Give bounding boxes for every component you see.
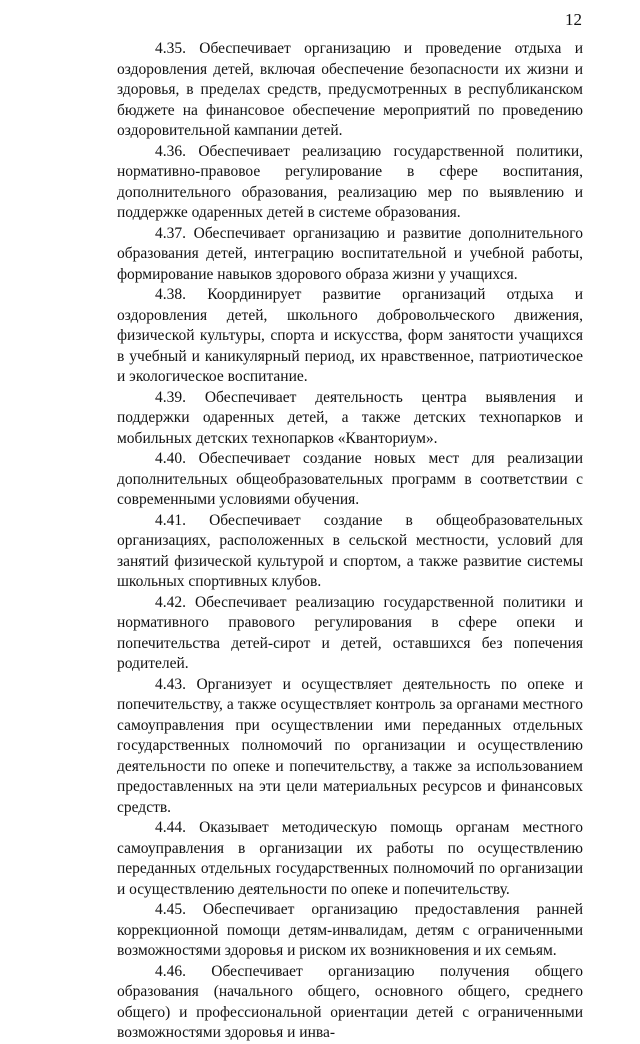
page-number: 12	[565, 10, 582, 29]
paragraph-4-35: 4.35. Обеспечивает организацию и проведение отдыха и оздоровления детей, включая обеспечение безопасности их жизни и здоровья, в пределах средств, предусмотренных в республиканском бюджете на финансовое обеспечение мероприятий по проведению оздоровительной кампании детей.	[117, 40, 583, 139]
paragraph-4-39: 4.39. Обеспечивает деятельность центра выявления и поддержки одаренных детей, а также детских технопарков и мобильных детских технопарков «Кванториум».	[117, 388, 583, 447]
paragraph-4-42: 4.42. Обеспечивает реализацию государственной политики и нормативного правового регулирования в сфере опеки и попечительства детей-сирот и детей, оставшихся без попечения родителей.	[117, 593, 583, 672]
paragraph-4-45: 4.45. Обеспечивает организацию предоставления ранней коррекционной помощи детям-инвалидам, детям с ограниченными возможностями здоровья и риском их возникновения и их семьям.	[117, 901, 583, 959]
paragraph-4-44: 4.44. Оказывает методическую помощь органам местного самоуправления в организации их работы по осуществлению переданных отдельных государственных полномочий по организации и осуществлению деятельности по опеке и попечительству.	[117, 819, 583, 898]
document-body	[117, 39, 583, 1044]
paragraph-4-43: 4.43. Организует и осуществляет деятельность по опеке и попечительству, а также осуществляет контроль за органами местного самоуправления при осуществлении ими переданных отдельных государственных полномочий по организации и осуществлению деятельности по опеке и попечительству, а также за использованием предоставленных на эти цели материальных ресурсов и финансовых средств.	[117, 675, 583, 816]
paragraph-4-41: 4.41. Обеспечивает создание в общеобразовательных организациях, расположенных в сельской местности, условий для занятий физической культурой и спортом, а также развитие системы школьных спортивных клубов.	[117, 511, 583, 590]
paragraph-4-40: 4.40. Обеспечивает создание новых мест для реализации дополнительных общеобразовательных программ в соответствии с современными условиями обучения.	[117, 450, 583, 508]
paragraph-4-37: 4.37. Обеспечивает организацию и развитие дополнительного образования детей, интеграцию воспитательной и учебной работы, формирование навыков здорового образа жизни у учащихся.	[117, 224, 583, 283]
paragraph-4-46: 4.46. Обеспечивает организацию получения общего образования (начального общего, основного общего, среднего общего) и профессиональной ориентации детей с ограниченными возможностями здоровья и инва-	[117, 962, 583, 1041]
paragraph-4-38: 4.38. Координирует развитие организаций отдыха и оздоровления детей, школьного добровольческого движения, физической культуры, спорта и искусства, форм занятости учащихся в учебный и каникулярный период, их нравственное, патриотическое и экологическое воспитание.	[117, 286, 583, 385]
paragraph-4-36: 4.36. Обеспечивает реализацию государственной политики, нормативно-правовое регулирование в сфере воспитания, дополнительного образования, реализацию мер по выявлению и поддержке одаренных детей в системе образования.	[117, 142, 583, 221]
